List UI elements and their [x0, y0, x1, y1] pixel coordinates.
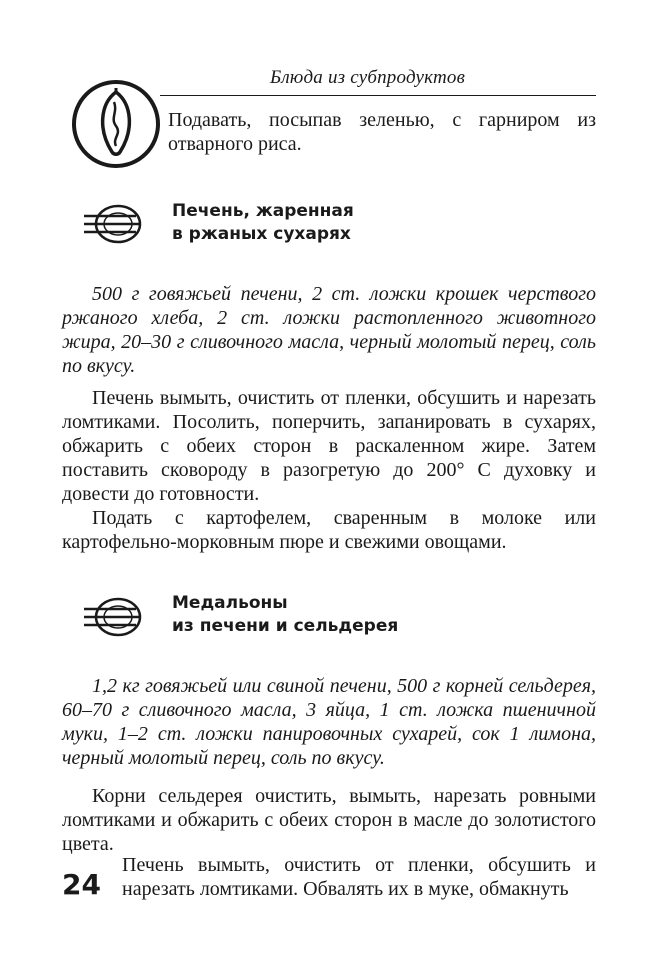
- recipe-step: Корни сельдерея очистить, вымыть, нарезать ровными ломтиками и обжарить с обеих сторон в масле до золотистого цвета.: [62, 785, 596, 855]
- plate-cutlery-icon: [78, 596, 150, 638]
- recipe-title: [172, 592, 398, 638]
- recipe-title: [172, 200, 354, 246]
- recipe-step: Печень вымыть, очистить от пленки, обсушить и нарезать ломтиками. Посолить, поперчить, запанировать в сухарях, обжарить с обеих сторон в раскаленном жире. Затем поставить сковороду в разогретую до 200° С духовку и довести до готовности.: [62, 387, 596, 505]
- recipe-title-line: Печень, жаренная: [172, 201, 354, 221]
- recipe-title-line: Медальоны: [172, 593, 288, 613]
- recipe-title-line: из печени и сельдерея: [172, 616, 399, 636]
- recipe-steps: [62, 784, 596, 856]
- recipe-ingredients: 500 г говяжьей печени, 2 ст. ложки крошек черствого ржаного хлеба, 2 ст. ложки растопленного животного жира, 20–30 г сливочного масла, черный молотый перец, соль по вкусу.: [62, 283, 596, 377]
- header-rule: [160, 95, 596, 96]
- plate-cutlery-icon: [78, 203, 150, 245]
- recipe-step: Печень вымыть, очистить от пленки, обсушить и нарезать ломтиками. Обвалять их в муке, обмакнуть: [122, 854, 596, 900]
- recipe-title-line: в ржаных сухарях: [172, 224, 351, 244]
- recipe-ingredients: 1,2 кг говяжьей или свиной печени, 500 г корней сельдерея, 60–70 г сливочного масла, 3 яйца, 1 ст. ложка пшеничной муки, 1–2 ст. ложки панировочных сухарей, сок 1 лимона, черный молотый перец, соль по вкусу.: [62, 675, 596, 769]
- page-number: 24: [62, 868, 101, 901]
- recipe-steps: [62, 386, 596, 554]
- running-header: Блюда из субпродуктов: [270, 67, 466, 88]
- leaf-emblem-icon: [70, 78, 162, 170]
- intro-text: Подавать, посыпав зеленью, с гарниром из отварного риса.: [168, 109, 596, 155]
- recipe-step: Подать с картофелем, сваренным в молоке или картофельно-морковным пюре и свежими овощами.: [62, 507, 596, 553]
